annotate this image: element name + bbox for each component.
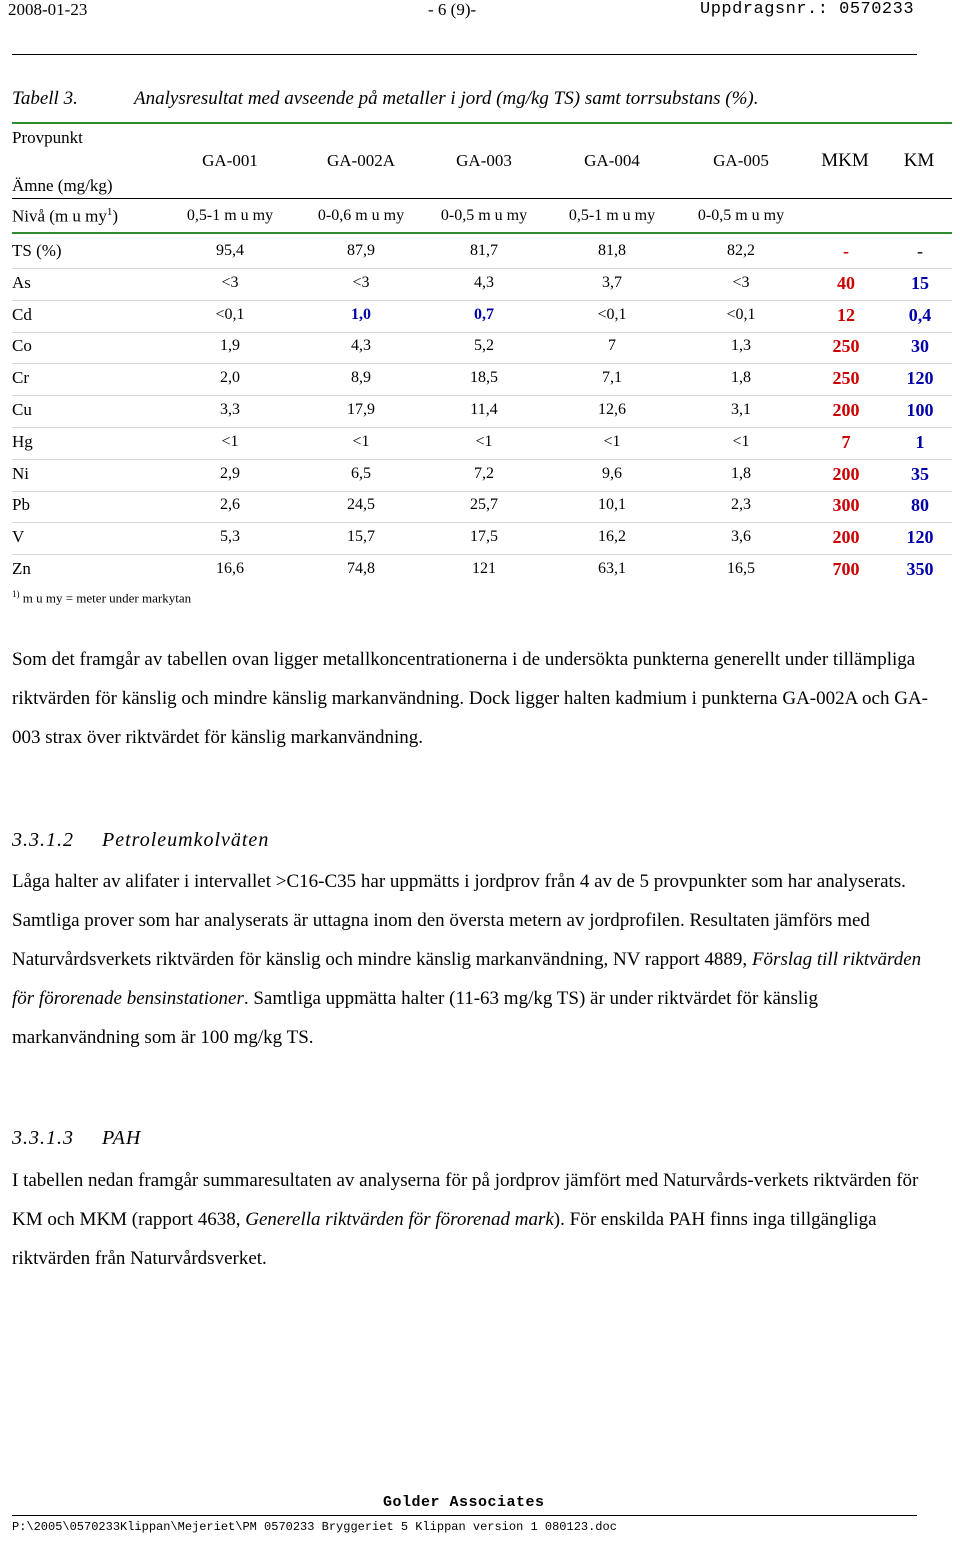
table-cell: <1 (475, 433, 493, 450)
table-cell: 7 (608, 337, 616, 354)
table-cell: <1 (352, 433, 370, 450)
paragraph-petroleum: Låga halter av alifater i intervallet >C16-C35 har uppmätts i jordprov från 4 av de 5 provpunkter som har analyserats. Samtliga prover som har analyserats är uttagna inom den översta metern av jordprofilen. Resultaten jämförs med Naturvårdsverkets riktvärden för känslig och mindre känslig markanvändning, NV rapport 4889, Förslag till riktvärden för förorenade bensinstationer. Samtliga uppmätta halter (11-63 mg/kg TS) är under riktvärdet för känslig markanvändning som är 100 mg/kg TS. (12, 871, 922, 1048)
table-cell: 1,9 (220, 337, 240, 354)
table-cell: 11,4 (470, 401, 498, 418)
table-cell: 1,0 (351, 306, 371, 323)
table-cell: 24,5 (347, 496, 375, 513)
row-label: Cr (12, 368, 29, 387)
table-cell: 16,2 (598, 528, 626, 545)
mkm-guideline-value: 200 (832, 527, 860, 547)
row-divider (12, 491, 952, 492)
table-cell: 18,5 (470, 369, 498, 386)
km-guideline-value: 80 (911, 495, 929, 515)
km-guideline-value: - (917, 241, 923, 261)
mkm-guideline-value: 40 (837, 273, 855, 293)
paragraph-pah: I tabellen nedan framgår summaresultaten av analyserna för på jordprov jämfört med Naturvårds-verkets riktvärden för KM och MKM (rapport 4638, Generella riktvärden för förorenad mark). För enskilda PAH finns inga tillgängliga riktvärden från Naturvårdsverket. (12, 1170, 919, 1269)
row-label: As (12, 273, 31, 292)
mkm-guideline-value: 700 (832, 559, 860, 579)
row-label: Pb (12, 495, 30, 514)
section-number: 3.3.1.3 (12, 1127, 74, 1149)
table-cell: 1,3 (731, 337, 751, 354)
row-divider (12, 395, 952, 396)
km-guideline-value: 100 (906, 400, 934, 420)
table-label: Tabell 3. (12, 88, 78, 109)
column-header: GA-001 (202, 151, 258, 170)
table-cell: 16,6 (216, 560, 244, 577)
mkm-guideline-value: 250 (832, 368, 860, 388)
mkm-guideline-value: 200 (832, 464, 860, 484)
table-cell: <1 (732, 433, 750, 450)
km-guideline-value: 30 (911, 336, 929, 356)
km-guideline-value: 120 (906, 527, 934, 547)
table-cell: 3,7 (602, 274, 622, 291)
table-corner-amne: Ämne (mg/kg) (12, 176, 113, 195)
km-guideline-value: 0,4 (908, 305, 932, 325)
level-cell: 0-0,6 m u my (317, 207, 405, 224)
row-label: Ni (12, 464, 29, 483)
section-number: 3.3.1.2 (12, 829, 74, 851)
row-divider (12, 268, 952, 269)
level-cell: 0,5-1 m u my (568, 207, 656, 224)
footer-rule (12, 1515, 917, 1516)
table-cell: 63,1 (598, 560, 626, 577)
row-label: Zn (12, 559, 31, 578)
table-cell: 10,1 (598, 496, 626, 513)
table-cell: <3 (732, 274, 750, 291)
table-cell: 2,3 (731, 496, 751, 513)
column-header: GA-005 (713, 151, 769, 170)
row-divider (12, 522, 952, 523)
mkm-guideline-value: 7 (841, 432, 851, 452)
table-cell: 7,1 (602, 369, 622, 386)
table-cell: 15,7 (347, 528, 375, 545)
row-divider (12, 427, 952, 428)
section-heading-pah (12, 1127, 141, 1150)
table-cell: <0,1 (597, 306, 627, 323)
header-page-number: - 6 (9)- (428, 0, 477, 19)
table-cell: 2,6 (220, 496, 240, 513)
level-cell: 0-0,5 m u my (697, 207, 785, 224)
row-divider (12, 363, 952, 364)
table-header-divider (12, 198, 952, 199)
header-order-number: Uppdragsnr.: 0570233 (700, 0, 915, 19)
section-title: Petroleumkolväten (102, 829, 270, 851)
mkm-guideline-value: 250 (832, 336, 860, 356)
row-label: Cd (12, 305, 32, 324)
row-divider (12, 300, 952, 301)
row-divider (12, 554, 952, 555)
table-header-bottom-rule (12, 232, 952, 234)
km-guideline-value: 350 (906, 559, 934, 579)
row-label: V (12, 527, 25, 546)
table-cell: 3,1 (731, 401, 751, 418)
column-header: GA-003 (456, 151, 512, 170)
paragraph-metals-summary (12, 640, 942, 757)
section-title: PAH (102, 1127, 142, 1149)
mkm-guideline-value: 300 (832, 495, 860, 515)
header-date: 2008-01-23 (8, 0, 88, 19)
table-cell: 81,8 (598, 242, 626, 259)
level-row-label: Nivå (m u $my^1$) (12, 206, 119, 226)
mkm-guideline-value: 200 (832, 400, 860, 420)
level-cell: 0,5-1 m u my (186, 207, 274, 224)
table-cell: <0,1 (215, 306, 245, 323)
table-cell: 17,5 (470, 528, 498, 545)
table-cell: 8,9 (351, 369, 371, 386)
table-cell: <3 (352, 274, 370, 291)
column-header-mkm: MKM (821, 150, 869, 171)
table-cell: 2,0 (220, 369, 240, 386)
mkm-guideline-value: 12 (837, 305, 855, 325)
table-cell: 95,4 (216, 242, 244, 259)
table-footnote: $^{1)}$ m u my = meter under markytan (12, 589, 192, 606)
table-cell: 9,6 (602, 465, 622, 482)
km-guideline-value: 120 (906, 368, 934, 388)
table-cell: 3,6 (731, 528, 751, 545)
table-cell: 87,9 (347, 242, 375, 259)
footer-company: Golder Associates (383, 1494, 545, 1511)
row-label: TS (%) (12, 241, 62, 260)
table-cell: <1 (603, 433, 621, 450)
table-cell: 4,3 (351, 337, 371, 354)
row-label: Hg (12, 432, 33, 451)
column-header-km: KM (903, 150, 935, 171)
km-guideline-value: 1 (915, 432, 925, 452)
header-rule (12, 54, 917, 55)
table-cell: 5,2 (474, 337, 494, 354)
column-header: GA-002A (327, 151, 395, 170)
table-top-rule (12, 122, 952, 124)
paragraph-text: Som det framgår av tabellen ovan ligger metallkoncentrationerna i de undersökta punkterna generellt under tillämpliga riktvärden för känslig och mindre känslig markanvändning. Dock ligger halten kadmium i punkterna GA-002A och GA-003 strax över riktvärdet för känslig markanvändning. (12, 649, 928, 748)
table-cell: 25,7 (470, 496, 498, 513)
table-cell: 12,6 (598, 401, 626, 418)
table-cell: 1,8 (731, 465, 751, 482)
table-cell: 74,8 (347, 560, 375, 577)
table-cell: 82,2 (727, 242, 755, 259)
mkm-guideline-value: - (843, 241, 849, 261)
table-cell: 5,3 (220, 528, 240, 545)
row-label: Co (12, 336, 32, 355)
row-label: Cu (12, 400, 32, 419)
km-guideline-value: 15 (911, 273, 929, 293)
row-divider (12, 332, 952, 333)
table-cell: 0,7 (474, 306, 494, 323)
table-cell: 7,2 (474, 465, 494, 482)
table-cell: 17,9 (347, 401, 375, 418)
footer-file-path: P:\2005\0570233Klippan\Mejeriet\PM 0570233 Bryggeriet 5 Klippan version 1 080123.doc (12, 1520, 617, 1534)
table-cell: <1 (221, 433, 239, 450)
km-guideline-value: 35 (911, 464, 929, 484)
table-cell: 16,5 (727, 560, 755, 577)
table-cell: 121 (472, 560, 496, 577)
table-cell: 6,5 (351, 465, 371, 482)
table-cell: 81,7 (470, 242, 498, 259)
table-cell: <0,1 (726, 306, 756, 323)
table-caption: Analysresultat med avseende på metaller i jord (mg/kg TS) samt torrsubstans (%). (134, 88, 759, 109)
column-header: GA-004 (584, 151, 640, 170)
level-cell: 0-0,5 m u my (440, 207, 528, 224)
row-divider (12, 459, 952, 460)
section-heading-petroleum (12, 829, 269, 852)
table-cell: 3,3 (220, 401, 240, 418)
table-cell: 2,9 (220, 465, 240, 482)
table-cell: 1,8 (731, 369, 751, 386)
table-cell: <3 (221, 274, 239, 291)
table-cell: 4,3 (474, 274, 494, 291)
table-corner-provpunkt: Provpunkt (12, 128, 83, 147)
